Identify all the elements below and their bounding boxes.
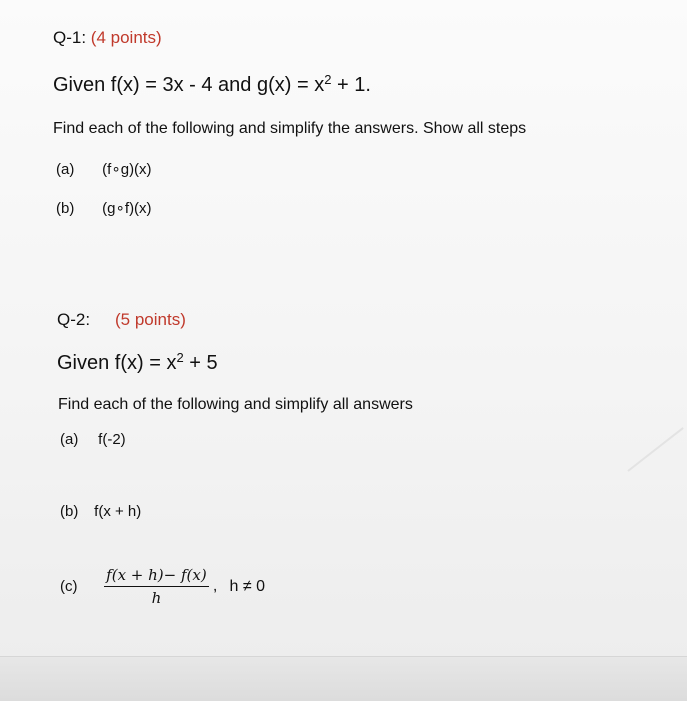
q2-instruction: Find each of the following and simplify all answers <box>58 396 413 413</box>
q1-part-b <box>56 199 152 217</box>
fraction-numerator: f(x + h)− f(x) <box>104 566 209 587</box>
part-label: (b) <box>56 200 75 217</box>
part-expression: f(x + h) <box>94 503 142 520</box>
q1-points: (4 points) <box>90 28 162 47</box>
q1-given <box>53 72 371 97</box>
q2-given <box>57 350 218 375</box>
paper-fold-mark <box>627 427 683 472</box>
q1-given-tail: + 1. <box>331 74 371 96</box>
q1-label: Q-1: <box>53 28 87 47</box>
q2-given-text: Given f(x) = x <box>57 352 177 374</box>
q2-part-a <box>60 431 126 448</box>
q2-part-b <box>60 503 141 520</box>
q1-heading <box>53 28 162 48</box>
q2-points: (5 points) <box>115 310 186 329</box>
difference-quotient-fraction <box>104 566 209 607</box>
page-bottom-edge <box>0 656 687 701</box>
part-label: (c) <box>60 578 78 595</box>
part-expression: (g∘f)(x) <box>102 200 152 217</box>
q2-part-c <box>60 566 265 607</box>
part-label: (a) <box>60 431 79 448</box>
q2-given-tail: + 5 <box>183 352 218 374</box>
q1-given-text: Given f(x) = 3x - 4 and g(x) = x <box>53 74 325 96</box>
part-label: (a) <box>56 161 75 178</box>
part-label: (b) <box>60 503 79 520</box>
q1-part-a <box>56 160 152 178</box>
nonzero-condition: h ≠ 0 <box>229 577 265 595</box>
part-expression: (f∘g)(x) <box>102 161 152 178</box>
q1-instruction: Find each of the following and simplify the answers. Show all steps <box>53 120 527 137</box>
part-expression: f(-2) <box>98 431 126 448</box>
fraction-comma: , <box>212 577 218 595</box>
q1-given-exponent: 2 <box>324 72 332 87</box>
q2-given-exponent: 2 <box>176 350 184 365</box>
fraction-denominator: h <box>151 589 162 607</box>
q2-label: Q-2: <box>57 310 91 329</box>
q2-heading <box>57 310 186 330</box>
